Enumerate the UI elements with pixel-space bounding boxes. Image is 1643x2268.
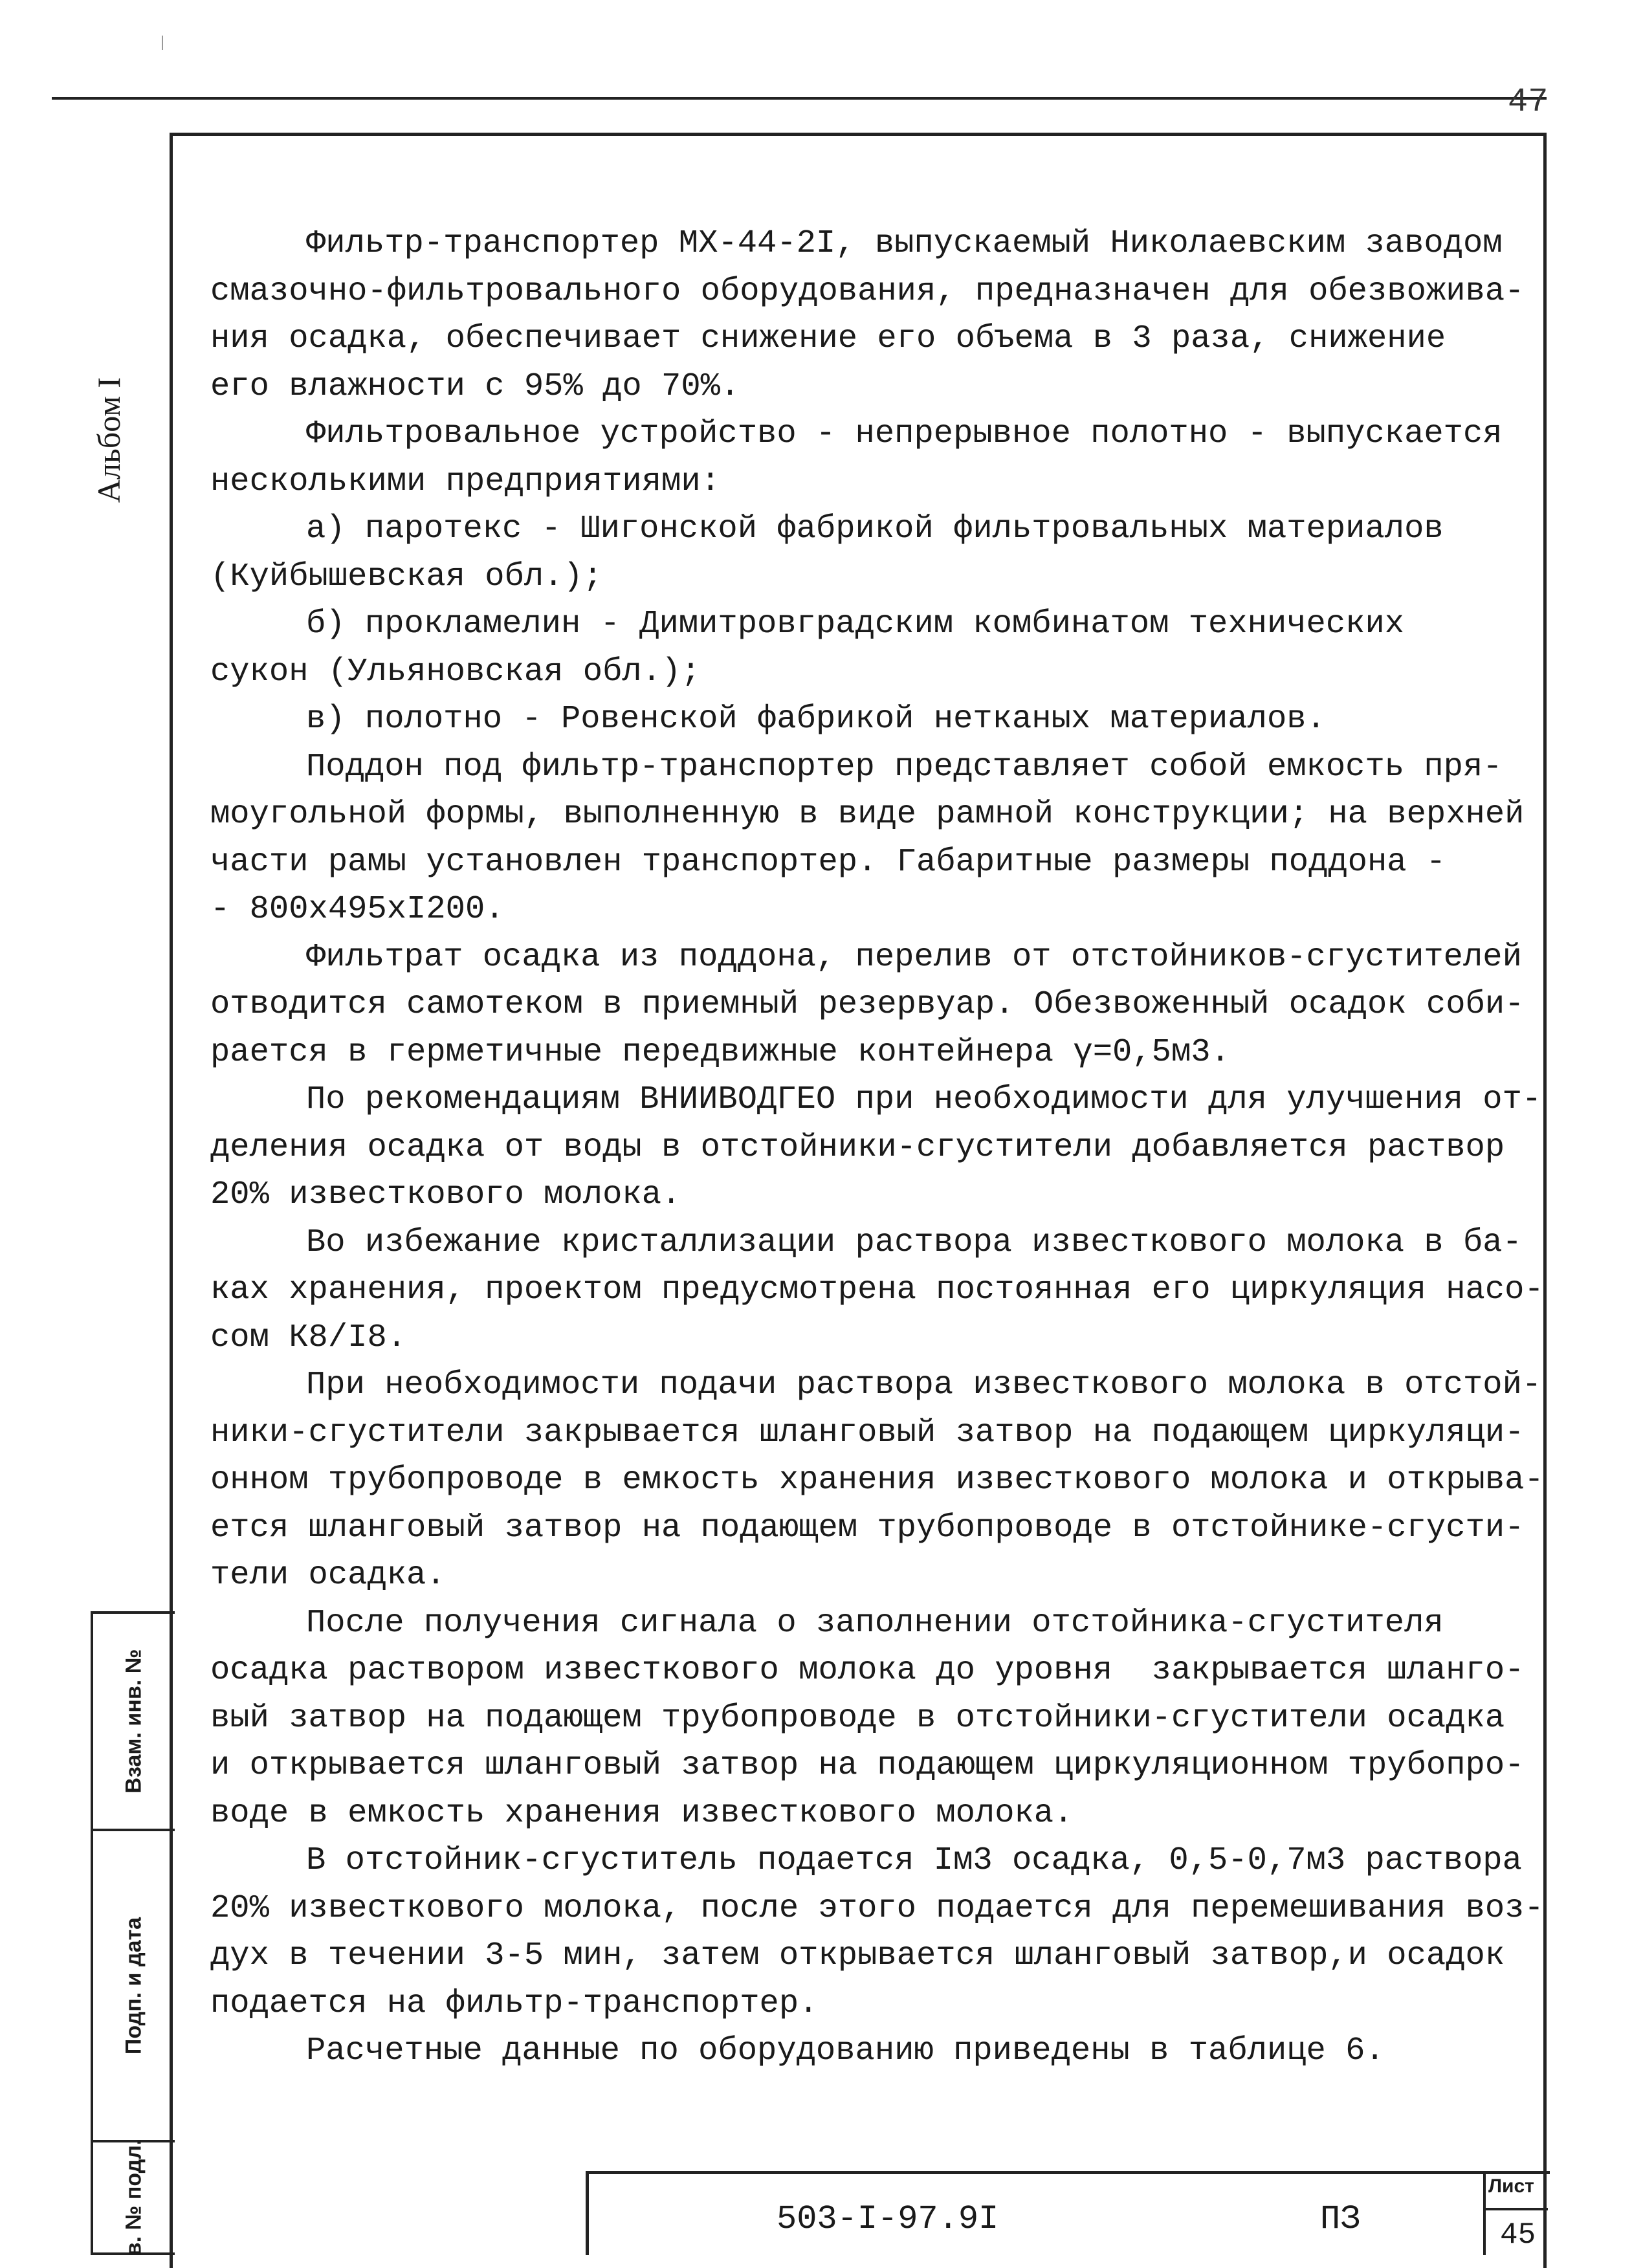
stamp-podp-data (91, 1829, 175, 2142)
document-code: 503-I-97.9I (777, 2200, 999, 2238)
text-line: тели осадка. (210, 1557, 446, 1594)
text-line: Фильтрат осадка из поддона, перелив от отстойников-сгустителей (306, 938, 1522, 976)
document-type: ПЗ (1320, 2200, 1361, 2238)
text-line: ния осадка, обеспечивает снижение его объема в 3 раза, снижение (210, 320, 1446, 357)
text-line: подается на фильтр-транспортер. (210, 1985, 819, 2022)
text-line: Во избежание кристаллизации раствора известкового молока в ба- (306, 1224, 1522, 1261)
text-line: сом К8/I8. (210, 1319, 407, 1356)
text-line: б) прокламелин - Димитровградским комбинатом технических (306, 606, 1405, 643)
text-line: онном трубопроводе в емкость хранения известкового молока и открыва- (210, 1462, 1544, 1499)
text-line: осадка раствором известкового молока до уровня закрывается шланго- (210, 1652, 1525, 1689)
text-line: 20% известкового молока. (210, 1176, 681, 1213)
text-line: По рекомендациям ВНИИВОДГЕО при необходимости для улучшения от- (306, 1081, 1542, 1118)
text-line: - 800х495хI200. (210, 891, 505, 928)
scan-mark (162, 36, 163, 50)
sheet-number: 45 (1500, 2218, 1536, 2252)
text-line: ники-сгустители закрывается шланговый затвор на подающем циркуляци- (210, 1414, 1525, 1451)
stamp-podp-data-label: Подп. и дата (121, 1917, 146, 2054)
text-line: Фильтр-транспортер МХ-44-2I, выпускаемый Николаевским заводом (306, 225, 1503, 262)
text-line: его влажности с 95% до 70%. (210, 368, 740, 405)
text-line: смазочно-фильтровального оборудования, предназначен для обезвожива- (210, 272, 1525, 310)
text-line: несколькими предприятиями: (210, 463, 720, 500)
text-line: 20% известкового молока, после этого подается для перемешивания воз- (210, 1889, 1544, 1927)
text-line: деления осадка от воды в отстойники-сгустители добавляется раствор (210, 1128, 1505, 1166)
body-text (210, 220, 1544, 2075)
stamp-vzam-inv-label: Взам. инв. № (121, 1649, 146, 1794)
text-line: Поддон под фильтр-транспортер представляет собой емкость пря- (306, 748, 1503, 786)
stamp-inv-podl-label: в. № подл. (121, 2139, 146, 2256)
text-line: моугольной формы, выполненную в виде рамной конструкции; на верхней (210, 796, 1525, 833)
sheet-label: Лист (1488, 2175, 1534, 2197)
top-rule (52, 97, 1547, 100)
sheet-divider (1483, 2208, 1548, 2210)
text-line: При необходимости подачи раствора известкового молока в отстой- (306, 1367, 1542, 1404)
text-line: и открывается шланговый затвор на подающем циркуляционном трубопро- (210, 1747, 1525, 1784)
text-line: в) полотно - Ровенской фабрикой нетканых материалов. (306, 701, 1326, 738)
text-line: воде в емкость хранения известкового молока. (210, 1794, 1074, 1832)
text-line: рается в герметичные передвижные контейнера γ=0,5м3. (210, 1033, 1230, 1071)
title-block (586, 2171, 1550, 2255)
stamp-inv-podl (91, 2140, 175, 2255)
text-line: Расчетные данные по оборудованию приведены в таблице 6. (306, 2032, 1385, 2069)
page-number: 47 (1508, 83, 1549, 121)
text-line: дух в течении 3-5 мин, затем открывается шланговый затвор,и осадок (210, 1937, 1505, 1974)
text-line: отводится самотеком в приемный резервуар. Обезвоженный осадок соби- (210, 986, 1525, 1023)
text-line: сукон (Ульяновская обл.); (210, 653, 701, 690)
text-line: а) паротекс - Шигонской фабрикой фильтровальных материалов (306, 511, 1444, 547)
text-line: ется шланговый затвор на подающем трубопроводе в отстойнике-сгусти- (210, 1509, 1525, 1547)
text-line: Фильтровальное устройство - непрерывное полотно - выпускается (306, 415, 1503, 452)
album-label: Альбом I (91, 377, 127, 503)
text-line: части рамы установлен транспортер. Габаритные размеры поддона - (210, 843, 1446, 881)
text-line: В отстойник-сгуститель подается Iм3 осадка, 0,5-0,7м3 раствора (306, 1842, 1522, 1879)
stamp-vzam-inv (91, 1611, 175, 1831)
text-line: (Куйбышевская обл.); (210, 558, 603, 595)
text-line: ках хранения, проектом предусмотрена постоянная его циркуляция насо- (210, 1272, 1544, 1308)
text-line: вый затвор на подающем трубопроводе в отстойники-сгустители осадка (210, 1699, 1505, 1737)
text-line: После получения сигнала о заполнении отстойника-сгустителя (306, 1604, 1444, 1642)
